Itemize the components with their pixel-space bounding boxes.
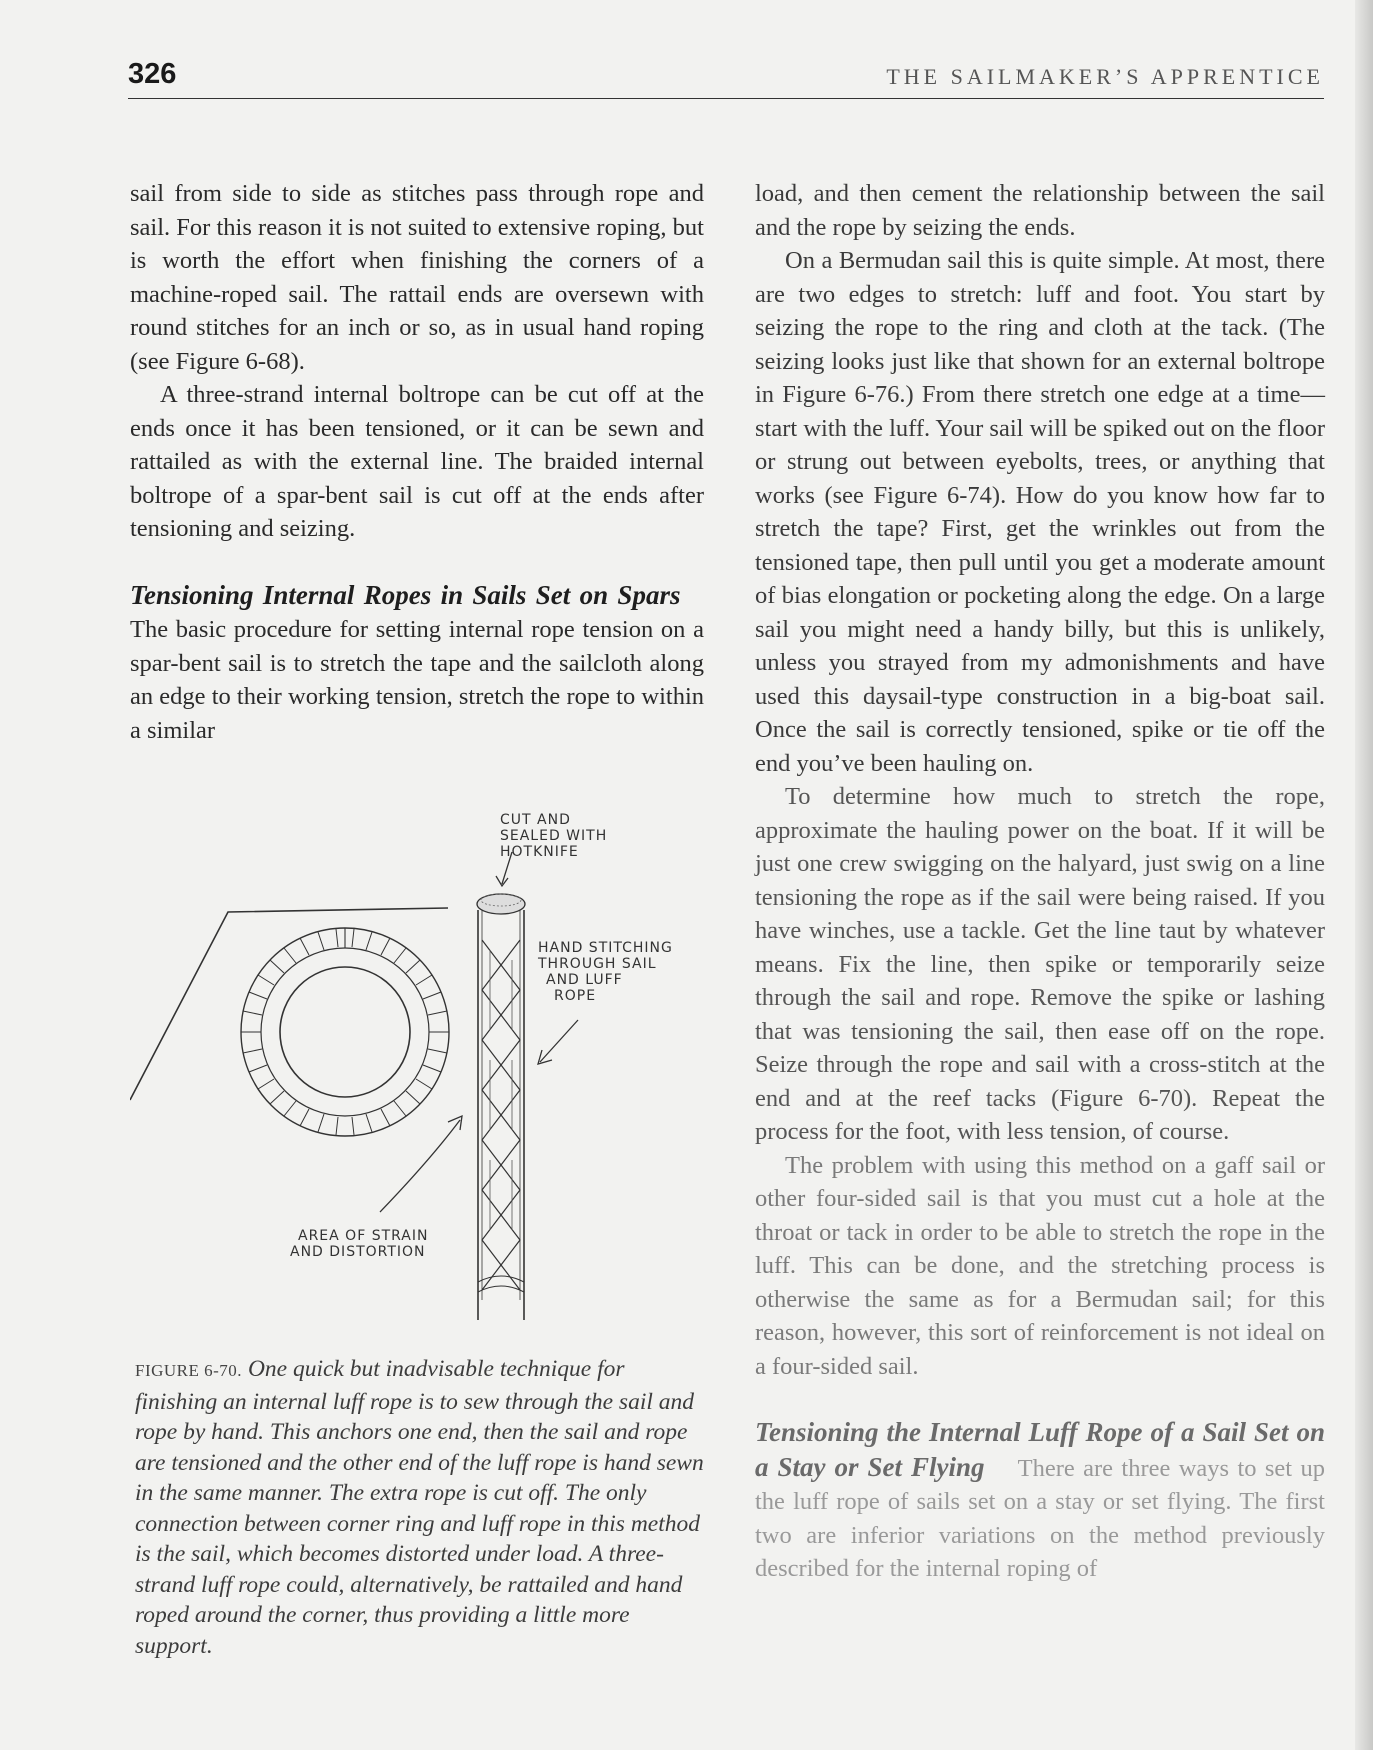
- paragraph: load, and then cement the relationship between the sail and the rope by seizing the ends.: [755, 180, 1325, 241]
- label-cut-line1: CUT AND: [500, 812, 571, 828]
- caption-text: One quick but inadvisable technique for finishing an internal luff rope is to sew through the sail and rope by hand. This anchors one end, then the sail and rope are tensioned and the other end of the luff rope is hand sewn in the same manner. The extra rope is cut off. The only connection between corner ring and luff rope in this method is the sail, which becomes distorted under load. A three-strand luff rope could, alternatively, be rattailed and hand roped around the corner, thus providing a little more support.: [135, 1356, 704, 1659]
- right-column: [755, 177, 1325, 1586]
- page-number: 326: [128, 58, 177, 90]
- paragraph: On a Bermudan sail this is quite simple. At most, there are two edges to stretch: luff and foot. You start by seizing the rope to the ring and cloth at the tack. (The seizing looks just like that shown for an external boltrope in Figure 6-76.) From there stretch one edge at a time—start with the luff. Your sail will be spiked out on the floor or strung out between eyebolts, trees, or anything that works (see Figure 6-74). How do you know how far to stretch the tape? First, get the wrinkles out from the tensioned tape, then pull until you get a moderate amount of bias elongation or pocketing along the edge. On a large sail you might need a handy billy, but this is unlikely, unless you strayed from my admonishments and have used this daysail-type construction in a big-boat sail. Once the sail is correctly tensioned, spike or tie off the end you’ve been hauling on.: [755, 247, 1325, 777]
- label-area-line2: AND DISTORTION: [290, 1244, 426, 1260]
- paragraph: [130, 579, 704, 748]
- paragraph: A three-strand internal boltrope can be cut off at the ends once it has been tensioned, or it can be sewn and rattailed as with the external line. The braided internal boltrope of a spar-bent sail is cut off at the ends after tensioning and seizing.: [130, 381, 704, 542]
- figure-6-70-illustration: [130, 800, 710, 1330]
- page-header: [128, 52, 1324, 99]
- label-hand-line1: HAND STITCHING: [538, 940, 673, 956]
- label-hand-line4: ROPE: [554, 988, 597, 1004]
- figure-label: FIGURE 6-70.: [135, 1361, 243, 1380]
- label-cut-line2: SEALED WITH: [500, 828, 608, 844]
- running-title: THE SAILMAKER’S APPRENTICE: [886, 64, 1324, 89]
- page-edge-shadow: [1355, 0, 1373, 1750]
- section-heading: Tensioning the Internal Luff Rope of a Sail Set on a Stay or Set Flying: [755, 1417, 1325, 1482]
- label-cut-line3: HOTKNIFE: [500, 844, 579, 860]
- label-hand-line2: THROUGH SAIL: [538, 956, 657, 972]
- paragraph-text: There are three ways to set up the luff rope of sails set on a stay or set flying. The first two are inferior variations on the method previously described for the internal roping of: [755, 1454, 1325, 1582]
- paragraph: To determine how much to stretch the rope, approximate the hauling power on the boat. If it will be just one crew swigging on the halyard, just swig on a line tensioning the rope as if the sail were being raised. If you have winches, use a tackle. Get the line taut by whatever means. Fix the line, then spike or temporarily seize through the sail and rope. Remove the spike or lashing that was tensioning the sail, then ease off on the rope. Seize through the rope and sail with a cross-stitch at the end and at the reef tacks (Figure 6-70). Repeat the process for the foot, with less tension, of course.: [755, 783, 1325, 1145]
- label-area-line1: AREA OF STRAIN: [298, 1228, 429, 1244]
- figure-caption: [135, 1354, 707, 1661]
- paragraph: The problem with using this method on a gaff sail or other four-sided sail is that you must cut a hole at the throat or tack in order to be able to stretch the rope in the luff. This can be done, and the stretching process is otherwise the same as for a Bermudan sail; for this reason, however, this sort of reinforcement is not ideal on a four-sided sail.: [755, 1151, 1325, 1380]
- section-heading: Tensioning Internal Ropes in Sails Set on Spars: [130, 579, 681, 610]
- rope-ring-drawing: [130, 800, 710, 1330]
- label-hand-line3: AND LUFF: [546, 972, 623, 988]
- paragraph: [755, 1416, 1325, 1586]
- paragraph: sail from side to side as stitches pass through rope and sail. For this reason it is not suited to extensive roping, but is worth the effort when finishing the corners of a machine-roped sail. The rattail ends are oversewn with round stitches for an inch or so, as in usual hand roping (see Figure 6-68).: [130, 180, 704, 375]
- left-column: [130, 177, 704, 747]
- paragraph-text: The basic procedure for setting internal rope tension on a spar-bent sail is to stretch the tape and the sailcloth along an edge to their working tension, stretch the rope to within a similar: [130, 616, 704, 744]
